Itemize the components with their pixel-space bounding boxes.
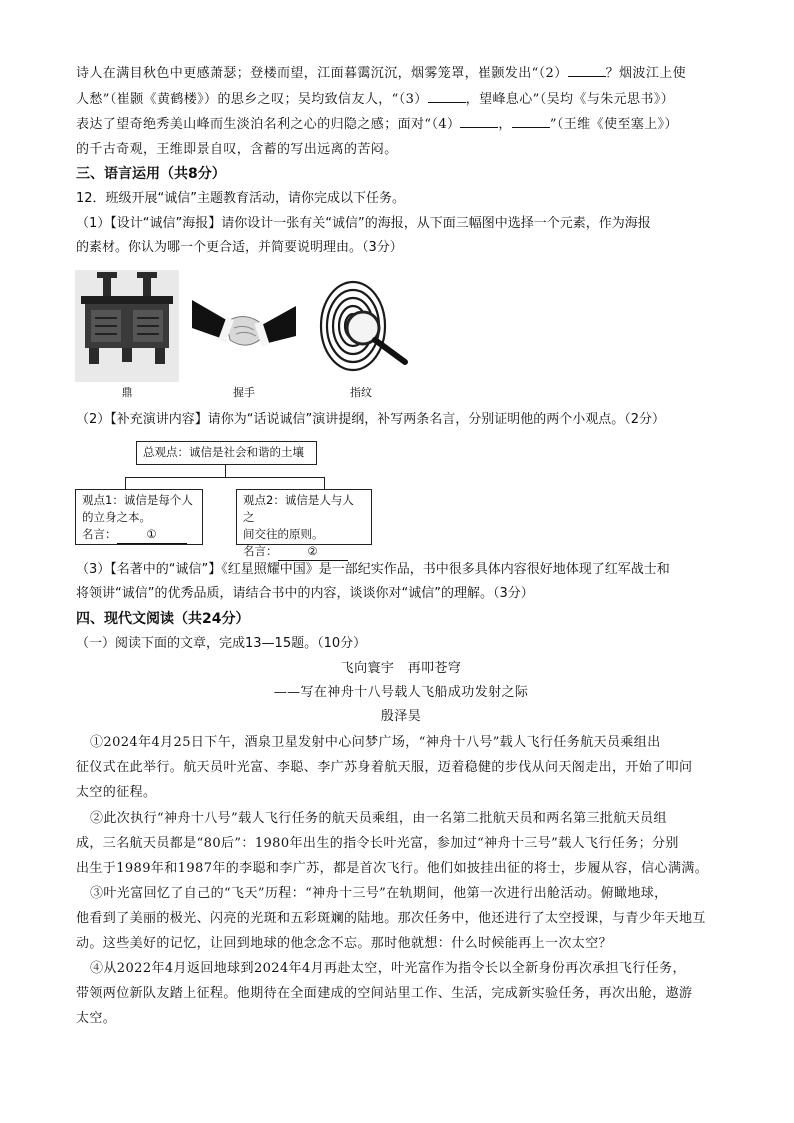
quote-label: 名言： [82, 527, 117, 541]
article-subtitle: ——写在神舟十八号载人飞船成功发射之际 [273, 685, 529, 700]
viewpoint-2-text: 间交往的原则。 [243, 527, 324, 541]
paragraph-1-line-3: 太空的征程。 [76, 785, 157, 800]
question-12: 12．班级开展“诚信”主题教育活动，请你完成以下任务。 [76, 191, 406, 206]
main-viewpoint-box: 总观点：诚信是社会和谐的土壤 [136, 441, 317, 465]
quote-blank-2[interactable]: ② [278, 543, 348, 561]
poem-text: ”（王维《使至塞上》） [549, 117, 678, 132]
poem-line-4: 的千古奇观，王维即景自叹，含蓄的写出远离的苦闷。 [76, 142, 398, 157]
quote-label: 名言： [243, 544, 278, 558]
viewpoint-1-text: 观点1：诚信是每个人 [82, 493, 193, 507]
paragraph-3-line-3: 动。这些美好的记忆，让回到地球的他念念不忘。那时他就想：什么时候能再上一次太空？ [76, 936, 613, 951]
handshake-image [192, 270, 296, 382]
poem-text: ， [498, 117, 512, 132]
paragraph-1-line-2: 征仪式在此举行。航天员叶光富、李聪、李广苏身着航天服，迈着稳健的步伐从问天阁走出，开始了叩问 [76, 760, 693, 775]
poem-text: 诗人在满目秋色中更感萧瑟；登楼而望，江面暮霭沉沉，烟雾笼罩，崔颢发出“（2） [76, 66, 568, 81]
paragraph-2-line-3: 出生于1989年和1987年的李聪和李广苏，都是首次飞行。他们如披挂出征的将士，步履从容，信心满满。 [76, 861, 709, 876]
task-3-line-2: 将领讲“诚信”的优秀品质，请结合书中的内容，谈谈你对“诚信”的理解。（3分） [76, 586, 534, 601]
connector-line [125, 477, 325, 478]
poem-text: 人愁”（崔颢《黄鹤楼》）的思乡之叹；吴均致信友人，“（3） [76, 92, 428, 107]
paragraph-2-line-2: 成，三名航天员都是“80后”：1980年出生的指令长叶光富，参加过“神舟十三号”载人飞行任务；分别 [76, 836, 679, 851]
connector-line [125, 477, 126, 489]
viewpoint-2-box [236, 489, 372, 558]
paragraph-3-line-2: 他看到了美丽的极光、闪亮的光斑和五彩斑斓的陆地。那次任务中，他还进行了太空授课，与青少年天地互 [76, 911, 706, 926]
task-3-line-1: （3）【名著中的“诚信”】《红星照耀中国》是一部纪实作品，书中很多具体内容很好地体现了红军战士和 [76, 562, 670, 577]
ding-caption: 鼎 [121, 386, 133, 399]
fingerprint-icon [309, 270, 413, 382]
viewpoint-1-box [75, 489, 203, 545]
section-4-heading: 四、现代文阅读（共24分） [76, 611, 250, 627]
answer-blank[interactable] [568, 63, 606, 77]
handshake-caption: 握手 [233, 386, 255, 399]
viewpoint-1-text: 的立身之本。 [82, 510, 151, 524]
paragraph-4-line-1: ④从2022年4月返回地球到2024年4月再赴太空，叶光富作为指令长以全新身份再次承担飞行任务， [90, 961, 686, 976]
poem-line-2 [76, 89, 726, 110]
task-1-line-2: 的素材。你认为哪一个更合适，并简要说明理由。（3分） [76, 240, 403, 255]
connector-line [225, 465, 226, 477]
ding-icon [75, 270, 179, 382]
answer-blank[interactable] [428, 89, 466, 103]
fingerprint-image [309, 270, 413, 382]
poem-text: 表达了望奇绝秀美山峰而生淡泊名利之心的归隐之感；面对“（4） [76, 117, 461, 132]
quote-blank-1[interactable]: ① [117, 526, 187, 544]
connector-line [324, 477, 325, 489]
article-title: 飞向寰宇 再叩苍穹 [340, 661, 462, 676]
answer-blank[interactable] [460, 114, 498, 128]
poem-line-1 [76, 63, 726, 84]
article-author: 殷泽昊 [380, 709, 422, 724]
poem-line-3 [76, 114, 726, 135]
task-2-line: （2）【补充演讲内容】请你为“话说诚信”演讲提纲，补写两条名言，分别证明他的两个小观点。（2分） [76, 412, 666, 427]
paragraph-1-line-1: ①2024年4月25日下午，酒泉卫星发射中心问梦广场，“神舟十八号”载人飞行任务航天员乘组出 [90, 735, 661, 750]
poem-text: ？烟波江上使 [605, 66, 687, 81]
reading-instruction: （一）阅读下面的文章，完成13—15题。（10分） [76, 636, 367, 651]
paragraph-2-line-1: ②此次执行“神舟十八号”载人飞行任务的航天员乘组，由一名第二批航天员和两名第三批航天员组 [90, 811, 667, 826]
answer-blank[interactable] [512, 114, 550, 128]
paragraph-3-line-1: ③叶光富回忆了自己的“飞天”历程：“神舟十三号”在轨期间，他第一次进行出舱活动。俯瞰地球， [90, 886, 668, 901]
poem-text: ，望峰息心”（吴均《与朱元思书》） [465, 92, 675, 107]
viewpoint-2-text: 观点2：诚信是人与人之 [243, 493, 354, 524]
task-1-line-1: （1）【设计“诚信”海报】请你设计一张有关“诚信”的海报，从下面三幅图中选择一个元素，作为海报 [76, 216, 651, 231]
paragraph-4-line-3: 太空。 [76, 1011, 117, 1026]
fingerprint-caption: 指纹 [350, 386, 372, 399]
paragraph-4-line-2: 带领两位新队友踏上征程。他期待在全面建成的空间站里工作、生活，完成新实验任务，再次出舱，遨游 [76, 986, 693, 1001]
section-3-heading: 三、语言运用（共8分） [76, 166, 226, 182]
handshake-icon [192, 270, 296, 382]
ding-image [75, 270, 179, 382]
